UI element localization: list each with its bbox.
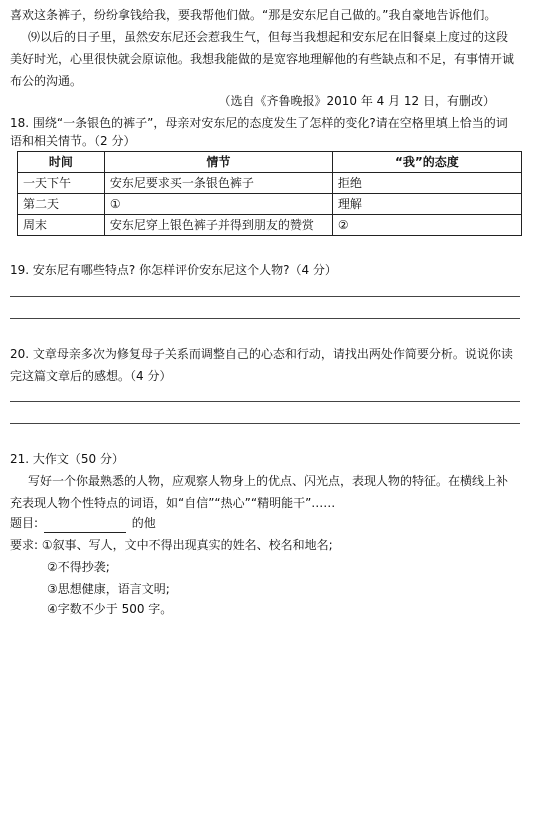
- table-header-time: 时间: [18, 152, 105, 173]
- q21-requirement-2: ②不得抄袭;: [47, 560, 110, 574]
- q19-prompt: 19. 安东尼有哪些特点? 你怎样评价安东尼这个人物?（4 分）: [10, 263, 337, 277]
- q21-requirement-1: ①叙事、写人，文中不得出现真实的姓名、校名和地名;: [41, 538, 333, 552]
- q20-prompt-line-2: 完这篇文章后的感想。（4 分）: [10, 369, 172, 383]
- table-header-attitude: “我”的态度: [332, 152, 521, 173]
- q21-requirements-row-1: [10, 535, 523, 555]
- table-header-row: [18, 152, 522, 173]
- q21-title-blank[interactable]: [44, 518, 126, 533]
- q21-requirement-4: ④字数不少于 500 字。: [47, 602, 173, 616]
- table-cell: 第二天: [18, 194, 105, 215]
- table-cell: 安东尼穿上银色裤子并得到朋友的赞赏: [104, 215, 332, 236]
- passage-source: （选自《齐鲁晚报》2010 年 4 月 12 日，有删改）: [218, 94, 495, 108]
- q20-prompt-line-1: 20. 文章母亲多次为修复母子关系而调整自己的心态和行动，请找出两处作简要分析。说说你读: [10, 347, 513, 361]
- table-cell: 安东尼要求买一条银色裤子: [104, 173, 332, 194]
- q18-prompt-line-2: 语和相关情节。（2 分）: [10, 134, 136, 148]
- q21-prompt-line-2: 充表现人物个性特点的词语，如“自信”“热心”“精明能干”……: [10, 496, 336, 510]
- q20-answer-line-2[interactable]: [10, 423, 520, 424]
- q20-answer-line-1[interactable]: [10, 401, 520, 402]
- passage-line-3: 美好时光，心里很快就会原谅他。我想我能做的是宽容地理解他的有些缺点和不足，有事情开诚: [10, 52, 515, 66]
- table-cell: 理解: [332, 194, 521, 215]
- q19-answer-line-1[interactable]: [10, 296, 520, 297]
- table-row: [18, 215, 522, 236]
- q21-title-row: [10, 513, 523, 533]
- q21-prompt-line-1: 写好一个你最熟悉的人物，应观察人物身上的优点、闪光点，表现人物的特征。在横线上补: [28, 474, 509, 488]
- table-answer-blank-1[interactable]: ①: [104, 194, 332, 215]
- table-header-plot: 情节: [104, 152, 332, 173]
- q21-title-suffix: 的他: [131, 516, 156, 530]
- passage-line-4: 布公的沟通。: [10, 74, 83, 88]
- table-row: [18, 173, 522, 194]
- passage-paragraph-9: ⑼以后的日子里，虽然安东尼还会惹我生气，但每当我想起和安东尼在旧餐桌上度过的这段: [28, 30, 509, 44]
- q18-prompt-line-1: 18. 围绕“一条银色的裤子”，母亲对安东尼的态度发生了怎样的变化?请在空格里填上恰当的词: [10, 116, 508, 130]
- q21-heading: 21. 大作文（50 分）: [10, 452, 124, 466]
- passage-line-1: 喜欢这条裤子，纷纷拿钱给我，要我帮他们做。“那是安东尼自己做的。”我自豪地告诉他们。: [10, 8, 497, 22]
- q21-requirement-3: ③思想健康，语言文明;: [47, 582, 170, 596]
- table-cell: 周末: [18, 215, 105, 236]
- table-cell: 拒绝: [332, 173, 521, 194]
- table-answer-blank-2[interactable]: ②: [332, 215, 521, 236]
- q21-title-label: 题目:: [10, 516, 39, 530]
- table-cell: 一天下午: [18, 173, 105, 194]
- q21-requirements-label: 要求:: [10, 538, 39, 552]
- q19-answer-line-2[interactable]: [10, 318, 520, 319]
- table-row: [18, 194, 522, 215]
- q18-answer-table: [17, 151, 522, 236]
